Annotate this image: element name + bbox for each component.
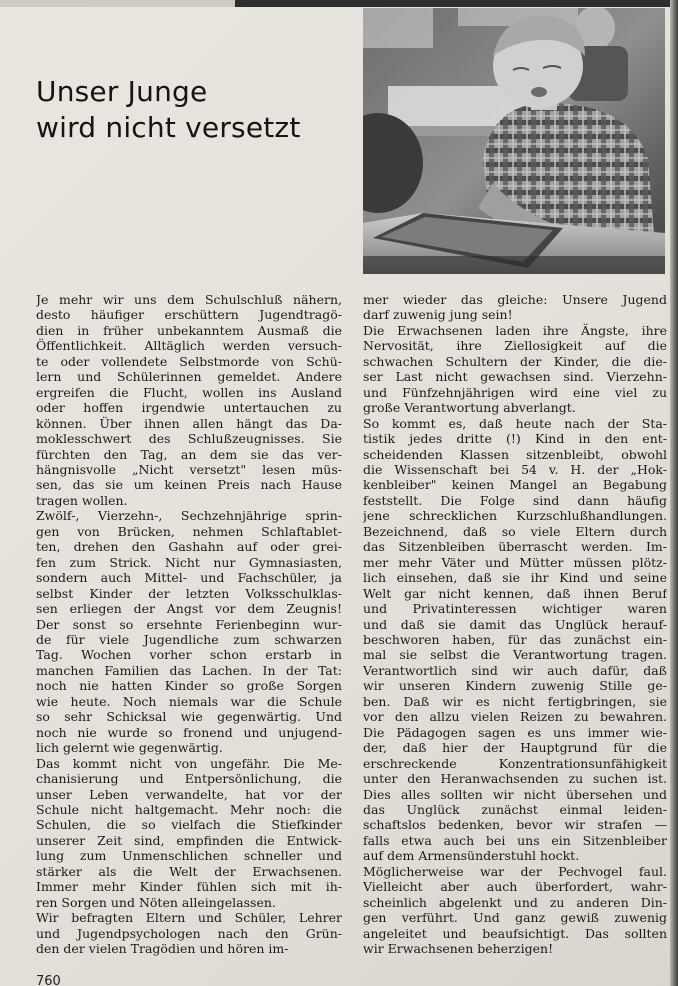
page-number: 760: [36, 974, 61, 986]
article-headline: [36, 74, 336, 146]
text-line: kenbleiber" keinen Mangel an Begabung: [363, 477, 667, 493]
text-line: auf dem Armensünderstuhl hockt.: [363, 848, 580, 864]
text-line: ren Sorgen und Nöten alleingelassen.: [36, 894, 276, 910]
text-line: noch nie wurde so fronend und unjugend-: [36, 724, 342, 740]
text-line: mer wieder das gleiche: Unsere Jugend: [363, 292, 667, 307]
left-column-paragraph: [36, 292, 342, 508]
text-line: te oder vollendete Selbstmorde von Schü-: [36, 353, 342, 369]
text-line: und Fünfzehnjährigen wird eine viel zu: [363, 384, 667, 400]
text-line: wir Erwachsenen beherzigen!: [363, 941, 554, 957]
text-line: Dies alles sollten wir nicht übersehen und: [363, 786, 667, 802]
left-column-paragraph: [36, 910, 342, 956]
text-line: angeleitet und beaufsichtigt. Das sollten: [363, 925, 667, 941]
text-line: Tag. Wochen vorher schon erstarb in: [36, 647, 342, 663]
text-line: darf zuwenig jung sein!: [363, 307, 513, 323]
text-line: vor den allzu vielen Reizen zu bewahren.: [363, 709, 667, 725]
text-line: scheidenden Klassen sitzenbleibt, obwohl: [363, 446, 667, 462]
left-column-paragraph: [36, 508, 342, 755]
text-line: tistik jedes dritte (!) Kind in den ent-: [363, 431, 667, 447]
text-line: feststellt. Die Folge sind dann häufig: [363, 492, 667, 508]
text-line: das Unglück zunächst einmal leiden-: [363, 801, 667, 817]
right-column-paragraph: [363, 292, 667, 323]
text-line: jene schrecklichen Kurzschlußhandlungen.: [363, 508, 667, 524]
text-line: manchen Familien das Lachen. In der Tat:: [36, 662, 342, 678]
right-column-paragraph: [363, 864, 667, 957]
text-line: Öffentlichkeit. Alltäglich werden versuch-: [36, 338, 342, 354]
text-line: das Sitzenbleiben überrascht werden. Im-: [363, 539, 667, 555]
text-line: scheinlich abgelenkt und zu anderen Din-: [363, 894, 667, 910]
text-line: gen von Brücken, nehmen Schlaftablet-: [36, 523, 342, 539]
text-line: erschreckende Konzentrationsunfähigkeit: [363, 755, 667, 771]
text-line: und Privatinteressen wichtiger waren: [363, 601, 667, 617]
text-line: Die Pädagogen sagen es uns immer wie-: [363, 724, 667, 740]
text-line: unser Leben verwandelte, hat vor der: [36, 786, 342, 802]
text-line: unter den Heranwachsenden zu suchen ist.: [363, 771, 667, 787]
text-line: Welt gar nicht kennen, daß ihnen Beruf: [363, 585, 667, 601]
text-line: Je mehr wir uns dem Schulschluß nähern,: [36, 292, 342, 307]
text-line: und daß sie damit das Unglück herauf-: [363, 616, 667, 632]
text-line: moklesschwert des Schlußzeugnisses. Sie: [36, 431, 342, 447]
text-line: desto häufiger erschüttern Jugendtragö-: [36, 307, 342, 323]
text-line: mer mehr Väter und Mütter müssen plötz-: [363, 554, 667, 570]
text-line: Der sonst so ersehnte Ferienbeginn wur-: [36, 616, 342, 632]
text-line: schaftslos bedenken, bevor wir strafen —: [363, 817, 667, 833]
right-column-paragraph: [363, 323, 667, 416]
article-column-left: [36, 292, 342, 972]
text-line: dien in früher unbekanntem Ausmaß die: [36, 322, 342, 338]
text-line: hängnisvolle „Nicht versetzt" lesen müs-: [36, 461, 342, 477]
text-line: Schulen, die so vielfach die Stiefkinder: [36, 817, 342, 833]
text-line: falls etwa auch bei uns ein Sitzenbleiber: [363, 832, 667, 848]
text-line: den der vielen Tragödien und hören im-: [36, 941, 289, 957]
text-line: die Wissenschaft bei 54 v. H. der „Hok-: [363, 461, 667, 477]
text-line: Vielleicht aber auch überfordert, wahr-: [363, 879, 667, 895]
text-line: beschworen haben, für das zunächst ein-: [363, 631, 667, 647]
text-line: Nervosität, ihre Ziellosigkeit auf die: [363, 338, 667, 354]
text-line: Zwölf-, Vierzehn-, Sechzehnjährige sprin-: [36, 508, 342, 524]
text-line: chanisierung und Entpersönlichung, die: [36, 771, 342, 787]
text-line: lich gelernt wie gegenwärtig.: [36, 740, 223, 756]
text-line: Möglicherweise war der Pechvogel faul.: [363, 863, 667, 879]
text-line: so sehr Schicksal wie gegenwärtig. Und: [36, 709, 342, 725]
text-line: ergreifen die Flucht, wollen ins Ausland: [36, 384, 342, 400]
text-line: fürchten den Tag, an dem sie das ver-: [36, 446, 342, 462]
text-line: Wir befragten Eltern und Schüler, Lehrer: [36, 910, 342, 926]
text-line: Verantwortlich sind wir auch dafür, daß: [363, 662, 667, 678]
text-line: selbst Kinder der letzten Volksschulklas-: [36, 585, 342, 601]
text-line: schwachen Schultern der Kinder, die die-: [363, 353, 667, 369]
text-line: lern und Schülerinnen gemeldet. Andere: [36, 369, 342, 385]
text-line: große Verantwortung abverlangt.: [363, 400, 576, 416]
text-line: stärker als die Welt der Erwachsenen.: [36, 863, 342, 879]
right-column-paragraph: [363, 416, 667, 864]
text-line: noch nie hatten Kinder so große Sorgen: [36, 678, 342, 694]
text-line: ten, drehen den Gashahn auf oder grei-: [36, 539, 342, 555]
text-line: unserer Zeit sind, empfinden die Entwick-: [36, 832, 342, 848]
text-line: Das kommt nicht von ungefähr. Die Me-: [36, 755, 342, 771]
text-line: Die Erwachsenen laden ihre Ängste, ihre: [363, 322, 667, 338]
article-column-right: [363, 292, 667, 972]
article-photo: [363, 8, 665, 274]
text-line: tragen wollen.: [36, 492, 128, 508]
headline-line-2: wird nicht versetzt: [36, 111, 301, 144]
text-line: ben. Daß wir es nicht fertigbringen, sie: [363, 693, 667, 709]
text-line: sen erliegen der Angst vor dem Zeugnis!: [36, 601, 342, 617]
text-line: oder hoffen irgendwie untertauchen zu: [36, 400, 342, 416]
headline-line-1: Unser Junge: [36, 75, 208, 108]
text-line: lung zum Unmenschlichen schneller und: [36, 848, 342, 864]
text-line: mal sie selbst die Verantwortung tragen.: [363, 647, 667, 663]
text-line: de für viele Jugendliche zum schwarzen: [36, 631, 342, 647]
text-line: der, daß hier der Hauptgrund für die: [363, 740, 667, 756]
text-line: sen, das sie um keinen Preis nach Hause: [36, 477, 342, 493]
scan-top-edge: [0, 0, 678, 7]
text-line: können. Über ihnen allen hängt das Da-: [36, 415, 342, 431]
text-line: ser Last nicht gewachsen sind. Vierzehn-: [363, 369, 667, 385]
text-line: und Jugendpsychologen nach den Grün-: [36, 925, 342, 941]
text-line: Schule nicht haltgemacht. Mehr noch: die: [36, 801, 342, 817]
text-line: sondern auch Mittel- und Fachschüler, ja: [36, 570, 342, 586]
text-line: wir unseren Kindern zuwenig Stille ge-: [363, 678, 667, 694]
text-line: wie heute. Noch niemals war die Schule: [36, 693, 342, 709]
text-line: So kommt es, daß heute nach der Sta-: [363, 415, 667, 431]
text-line: lich einsehen, daß sie ihr Kind und seine: [363, 570, 667, 586]
schoolboy-photo-illustration: [363, 8, 665, 274]
scan-right-edge: [670, 0, 678, 986]
left-column-paragraph: [36, 756, 342, 911]
text-line: fen zum Strick. Nicht nur Gymnasiasten,: [36, 554, 342, 570]
text-line: Immer mehr Kinder fühlen sich mit ih-: [36, 879, 342, 895]
text-line: Bezeichnend, daß so viele Eltern durch: [363, 523, 667, 539]
text-line: gen verführt. Und ganz gewiß zuwenig: [363, 910, 667, 926]
